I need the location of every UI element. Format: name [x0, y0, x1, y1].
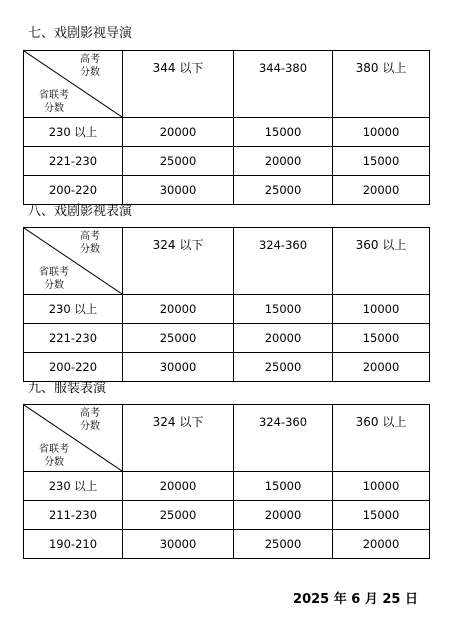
fee-cell: 10000 — [333, 118, 430, 147]
fee-table-fashion — [23, 404, 430, 559]
table-row — [24, 176, 430, 205]
row-label: 200-220 — [24, 176, 123, 205]
fee-cell: 20000 — [333, 353, 430, 382]
fee-table-acting — [23, 227, 430, 382]
fee-cell: 10000 — [333, 472, 430, 501]
fee-cell: 25000 — [234, 353, 333, 382]
fee-cell: 25000 — [123, 501, 234, 530]
fee-cell: 20000 — [123, 295, 234, 324]
college-exam-score-label: 高考 分数 — [80, 231, 100, 255]
college-exam-score-label: 高考 分数 — [80, 408, 100, 432]
row-label: 200-220 — [24, 353, 123, 382]
fee-cell: 25000 — [123, 147, 234, 176]
fee-cell: 20000 — [123, 118, 234, 147]
fee-cell: 20000 — [234, 501, 333, 530]
section-title-fashion: 九、服装表演 — [28, 381, 107, 396]
provincial-exam-score-label: 省联考 分数 — [39, 444, 69, 468]
column-header: 324 以下 — [123, 405, 234, 472]
row-label: 230 以上 — [24, 472, 123, 501]
row-label: 230 以上 — [24, 295, 123, 324]
column-header: 344 以下 — [123, 51, 234, 118]
table-header-row — [24, 51, 430, 118]
column-header: 360 以上 — [333, 228, 430, 295]
fee-table-directing — [23, 50, 430, 205]
fee-cell: 10000 — [333, 295, 430, 324]
row-label: 230 以上 — [24, 118, 123, 147]
table-row — [24, 501, 430, 530]
column-header: 324-360 — [234, 228, 333, 295]
corner-header-cell — [24, 405, 123, 472]
fee-cell: 15000 — [234, 118, 333, 147]
section-title-directing: 七、戏剧影视导演 — [28, 26, 133, 41]
table-header-row — [24, 228, 430, 295]
column-header: 324-360 — [234, 405, 333, 472]
fee-cell: 15000 — [333, 147, 430, 176]
table-row — [24, 530, 430, 559]
row-label: 221-230 — [24, 147, 123, 176]
provincial-exam-score-label: 省联考 分数 — [39, 90, 69, 114]
table-row — [24, 147, 430, 176]
table-row — [24, 324, 430, 353]
fee-cell: 20000 — [234, 147, 333, 176]
column-header: 344-380 — [234, 51, 333, 118]
fee-cell: 30000 — [123, 530, 234, 559]
corner-header-cell — [24, 228, 123, 295]
table-row — [24, 118, 430, 147]
fee-cell: 25000 — [234, 176, 333, 205]
fee-cell: 30000 — [123, 353, 234, 382]
fee-cell: 20000 — [123, 472, 234, 501]
corner-header-cell — [24, 51, 123, 118]
fee-cell: 20000 — [333, 176, 430, 205]
column-header: 360 以上 — [333, 405, 430, 472]
fee-cell: 20000 — [333, 530, 430, 559]
row-label: 221-230 — [24, 324, 123, 353]
provincial-exam-score-label: 省联考 分数 — [39, 267, 69, 291]
table-row — [24, 295, 430, 324]
document-date: 2025 年 6 月 25 日 — [293, 592, 418, 607]
fee-cell: 15000 — [234, 472, 333, 501]
fee-cell: 25000 — [123, 324, 234, 353]
section-title-acting: 八、戏剧影视表演 — [28, 204, 133, 219]
fee-cell: 25000 — [234, 530, 333, 559]
table-row — [24, 353, 430, 382]
table-header-row — [24, 405, 430, 472]
row-label: 211-230 — [24, 501, 123, 530]
fee-cell: 30000 — [123, 176, 234, 205]
column-header: 324 以下 — [123, 228, 234, 295]
college-exam-score-label: 高考 分数 — [80, 54, 100, 78]
table-row — [24, 472, 430, 501]
fee-cell: 15000 — [234, 295, 333, 324]
row-label: 190-210 — [24, 530, 123, 559]
fee-cell: 20000 — [234, 324, 333, 353]
column-header: 380 以上 — [333, 51, 430, 118]
fee-cell: 15000 — [333, 324, 430, 353]
fee-cell: 15000 — [333, 501, 430, 530]
